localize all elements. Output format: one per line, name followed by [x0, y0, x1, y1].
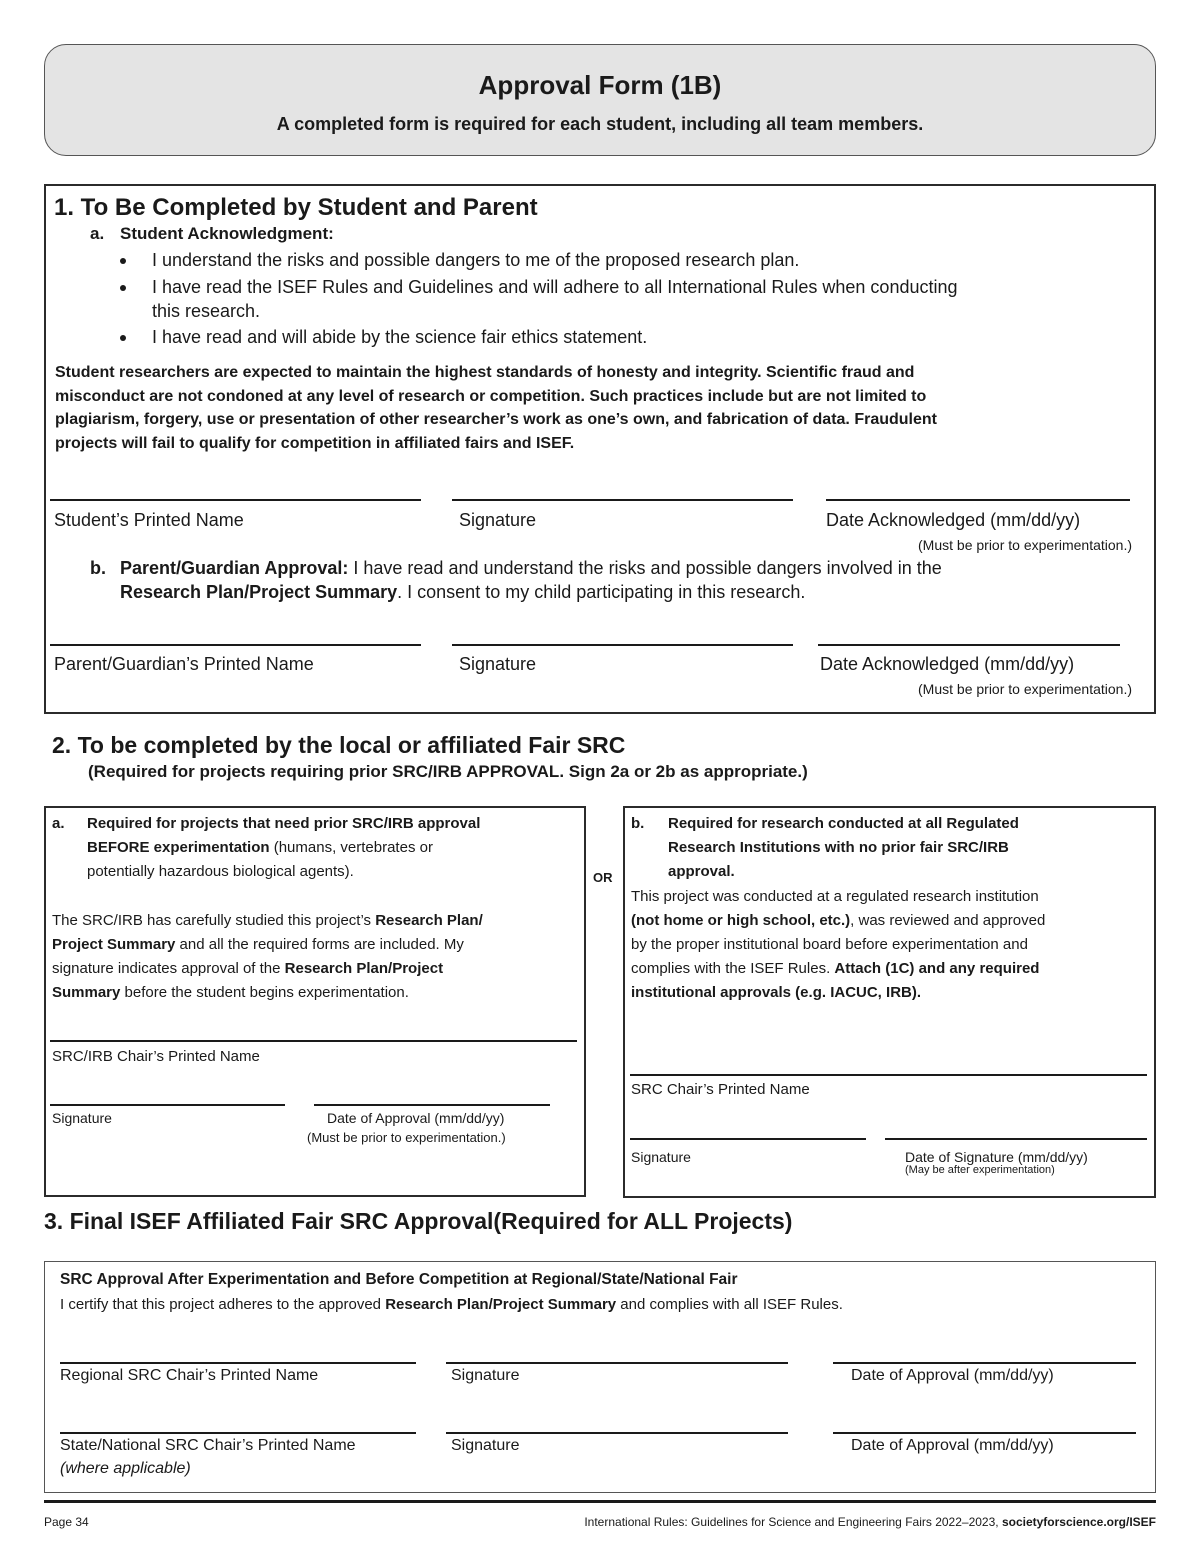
ack-bullet: I have read and will abide by the science fair ethics statement. — [152, 327, 648, 347]
student-ack-heading: Student Acknowledgment: — [120, 224, 334, 243]
text-bold: Attach (1C) and any required — [834, 960, 1040, 977]
parent-approval-text1: I have read and understand the risks and possible dangers involved in the — [348, 558, 942, 578]
regional-signature-label: Signature — [451, 1367, 520, 1384]
parent-date-label: Date Acknowledged (mm/dd/yy) — [820, 654, 1075, 674]
prior-note: (Must be prior to experimentation.) — [918, 681, 1132, 697]
src-irb-date-note: (Must be prior to experimentation.) — [307, 1130, 506, 1145]
prior-note: (Must be prior to experimentation.) — [918, 537, 1132, 553]
parent-consent-text2: . I consent to my child participating in this research. — [397, 582, 806, 602]
student-date-label: Date Acknowledged (mm/dd/yy) — [826, 510, 1081, 530]
text-bold: (not home or high school, etc.) — [631, 912, 851, 929]
section2a-para — [52, 909, 483, 933]
page-number: Page 34 — [44, 1515, 89, 1529]
src-chair-signature-label: Signature — [631, 1149, 691, 1165]
section2a-requirement-3: potentially hazardous biological agents). — [87, 863, 354, 880]
src-chair-signature-line — [630, 1138, 866, 1140]
section3-heading: 3. Final ISEF Affiliated Fair SRC Approval(Required for ALL Projects) — [44, 1208, 793, 1234]
integrity-line: plagiarism, forgery, use or presentation of other researcher’s work as one’s own, and fabrication of data. Fraudulent — [55, 411, 937, 428]
regional-name-label: Regional SRC Chair’s Printed Name — [60, 1367, 319, 1384]
parent-date-line — [818, 644, 1120, 646]
text: I certify that this project adheres to the approved — [60, 1296, 386, 1313]
footer-text — [584, 1515, 1156, 1529]
src-chair-date-note: (May be after experimentation) — [905, 1164, 1055, 1176]
text-bold: Research Plan/Project — [284, 960, 444, 977]
text: complies with the ISEF Rules. — [631, 960, 835, 977]
parent-signature-label: Signature — [459, 654, 537, 674]
text: signature indicates approval of the — [52, 960, 285, 977]
ack-bullet: I have read the ISEF Rules and Guidelines and will adhere to all International Rules when conducting — [152, 277, 958, 297]
text: and all the required forms are included. My — [175, 936, 464, 953]
student-name-line — [50, 499, 421, 501]
text-bold: Project Summary — [52, 936, 176, 953]
section2b-requirement: Required for research conducted at all Regulated — [668, 815, 1019, 832]
section2b-marker: b. — [631, 815, 645, 832]
parent-approval-text — [120, 557, 942, 579]
footer-link[interactable]: societyforscience.org/ISEF — [1001, 1515, 1156, 1529]
parent-signature-line — [452, 644, 793, 646]
bullet-icon — [120, 258, 126, 264]
src-chair-date-label: Date of Signature (mm/dd/yy) — [905, 1149, 1088, 1165]
section2b-para: institutional approvals (e.g. IACUC, IRB). — [631, 984, 922, 1001]
src-chair-name-label: SRC Chair’s Printed Name — [631, 1081, 810, 1098]
state-name-label: State/National SRC Chair’s Printed Name — [60, 1437, 356, 1454]
ack-bullet: I understand the risks and possible dangers to me of the proposed research plan. — [152, 250, 800, 270]
section2b-para: This project was conducted at a regulated research institution — [631, 888, 1039, 905]
parent-consent-text — [120, 581, 805, 603]
regional-date-label: Date of Approval (mm/dd/yy) — [851, 1367, 1054, 1384]
parent-approval-label: Parent/Guardian Approval: — [120, 558, 349, 578]
src-irb-date-label: Date of Approval (mm/dd/yy) — [327, 1110, 505, 1126]
section2-subheading: (Required for projects requiring prior SRC/IRB APPROVAL. Sign 2a or 2b as appropriate.) — [88, 762, 808, 781]
integrity-statement — [55, 361, 937, 455]
state-signature-label: Signature — [451, 1437, 520, 1454]
section2-heading: 2. To be completed by the local or affiliated Fair SRC — [52, 732, 626, 758]
where-applicable-note: (where applicable) — [60, 1460, 191, 1477]
section2a-requirement: Required for projects that need prior SRC/IRB approval — [87, 815, 481, 832]
research-plan-ref: Research Plan/Project Summary — [120, 582, 398, 602]
section2a-para — [52, 933, 464, 957]
state-date-label: Date of Approval (mm/dd/yy) — [851, 1437, 1054, 1454]
footer-citation: International Rules: Guidelines for Science and Engineering Fairs 2022–2023, — [584, 1515, 1002, 1529]
or-label: OR — [593, 870, 613, 885]
section1b-marker: b. — [90, 558, 106, 578]
section2b-requirement-3: approval. — [668, 863, 735, 880]
section2a-requirement-2 — [87, 836, 433, 860]
bullet-icon — [120, 285, 126, 291]
form-title: Approval Form (1B) — [478, 70, 722, 100]
integrity-line: projects will fail to qualify for competition in affiliated fairs and ISEF. — [55, 434, 575, 452]
student-name-label: Student’s Printed Name — [54, 510, 244, 530]
section2a-marker: a. — [52, 815, 65, 832]
text-bold: Summary — [52, 984, 121, 1001]
section1a-marker: a. — [90, 224, 105, 243]
text-bold: Research Plan/Project Summary — [385, 1296, 617, 1313]
parent-name-label: Parent/Guardian’s Printed Name — [54, 654, 314, 674]
integrity-line: misconduct are not condoned at any level of research or competition. Such practices include but are not limited to — [55, 387, 927, 405]
src-irb-name-label: SRC/IRB Chair’s Printed Name — [52, 1048, 260, 1065]
section1-heading: 1. To Be Completed by Student and Parent — [54, 194, 538, 221]
certify-text — [60, 1293, 843, 1317]
section2b-para — [631, 909, 1045, 933]
text: before the student begins experimentation. — [120, 984, 409, 1001]
section2a-para — [52, 957, 443, 981]
text: and complies with all ISEF Rules. — [616, 1296, 843, 1313]
form-subtitle: A completed form is required for each student, including all team members. — [276, 114, 924, 134]
section2b-requirement-2: Research Institutions with no prior fair SRC/IRB — [668, 839, 1009, 856]
ack-bullet-cont: this research. — [152, 301, 261, 321]
section2a-para — [52, 981, 409, 1005]
student-signature-line — [452, 499, 793, 501]
footer-rule — [44, 1500, 1156, 1503]
src-chair-date-line — [885, 1138, 1147, 1140]
src-chair-name-line — [630, 1074, 1147, 1076]
src-irb-name-line — [50, 1040, 577, 1042]
src-irb-date-line — [314, 1104, 550, 1106]
src-irb-signature-label: Signature — [52, 1110, 112, 1126]
src-irb-signature-line — [50, 1104, 285, 1106]
text: (humans, vertebrates or — [269, 839, 433, 856]
parent-name-line — [50, 644, 421, 646]
student-signature-label: Signature — [459, 510, 537, 530]
text-bold: Research Plan/ — [375, 912, 483, 929]
section2b-para — [631, 957, 1039, 981]
text: , was reviewed and approved — [850, 912, 1046, 929]
section2b-para: by the proper institutional board before experimentation and — [631, 936, 1028, 953]
section3-box-heading: SRC Approval After Experimentation and Before Competition at Regional/State/National Fair — [60, 1271, 738, 1288]
integrity-line: Student researchers are expected to maintain the highest standards of honesty and integrity. Scientific fraud and — [55, 364, 915, 381]
bullet-icon — [120, 335, 126, 341]
student-date-line — [826, 499, 1130, 501]
before-experimentation: BEFORE experimentation — [87, 839, 270, 856]
text: The SRC/IRB has carefully studied this project’s — [52, 912, 376, 929]
